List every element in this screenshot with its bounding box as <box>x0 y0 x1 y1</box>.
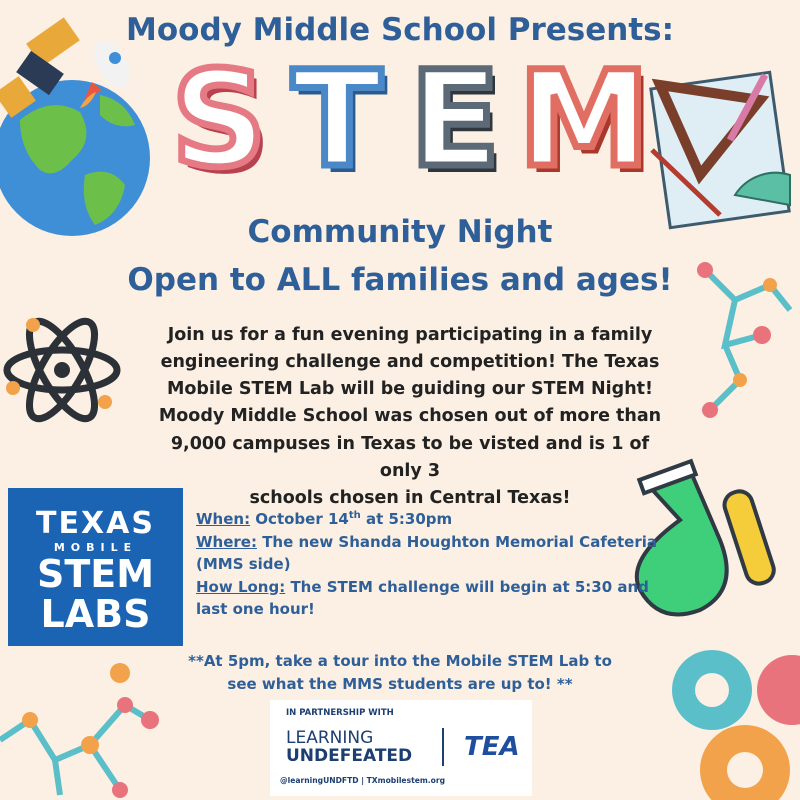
logo-texas: TEXAS <box>36 506 155 541</box>
partnership-box <box>270 700 532 796</box>
how-long-value: The STEM challenge will begin at 5:30 and last one hour! <box>196 577 649 618</box>
intro-line: engineering challenge and competition! The Texas <box>160 352 660 373</box>
partner-divider <box>442 728 444 766</box>
logo-labs: LABS <box>40 592 151 636</box>
intro-line: schools chosen in Central Texas! <box>249 487 571 508</box>
partner-handles: @learningUNDFTD | TXmobilestem.org <box>280 776 446 785</box>
intro-paragraph <box>150 322 670 512</box>
subtitle-community-night: Community Night <box>247 214 553 250</box>
when-time: at 5:30pm <box>360 510 453 528</box>
when-suffix: th <box>348 510 361 521</box>
tea-logo: TEA <box>464 732 520 762</box>
when-value: October 14 <box>250 510 349 528</box>
intro-line: 9,000 campuses in Texas to be visted and is 1 of only 3 <box>170 433 650 481</box>
where-value: The new Shanda Houghton Memorial Cafeteria (MMS side) <box>196 532 658 573</box>
intro-line: Join us for a fun evening participating in a family <box>167 325 653 345</box>
when-label: When: <box>196 510 251 528</box>
logo-stem: STEM <box>36 552 155 596</box>
how-long-label: How Long: <box>196 577 286 596</box>
intro-line: Mobile STEM Lab will be guiding our STEM Night! <box>166 379 654 400</box>
subtitle-open-to-all: Open to ALL families and ages! <box>127 262 673 298</box>
when-row <box>196 508 666 531</box>
texas-mobile-stem-labs-logo <box>8 488 183 646</box>
page-title: Moody Middle School Presents: <box>126 12 674 48</box>
learning-undefeated-logo-line1: LEARNING <box>286 728 374 748</box>
tour-note: **At 5pm, take a tour into the Mobile STEM Lab to see what the MMS students are up to! ** <box>188 652 612 694</box>
partnership-heading: IN PARTNERSHIP WITH <box>286 708 394 718</box>
intro-line: Moody Middle School was chosen out of more than <box>158 406 662 427</box>
stem-letter-e: E <box>409 43 501 197</box>
stem-letter-m: M <box>518 43 650 197</box>
how-long-row <box>196 576 666 621</box>
gear-icon <box>672 650 800 800</box>
event-details <box>196 508 666 621</box>
where-label: Where: <box>196 532 257 551</box>
stem-letter-s: S <box>171 43 267 197</box>
logo-mobile: MOBILE <box>53 541 138 554</box>
learning-undefeated-logo-line2: UNDEFEATED <box>286 746 413 766</box>
stem-letter-t: T <box>291 43 383 197</box>
where-row <box>196 531 666 576</box>
geometry-tools-icon <box>651 72 790 227</box>
